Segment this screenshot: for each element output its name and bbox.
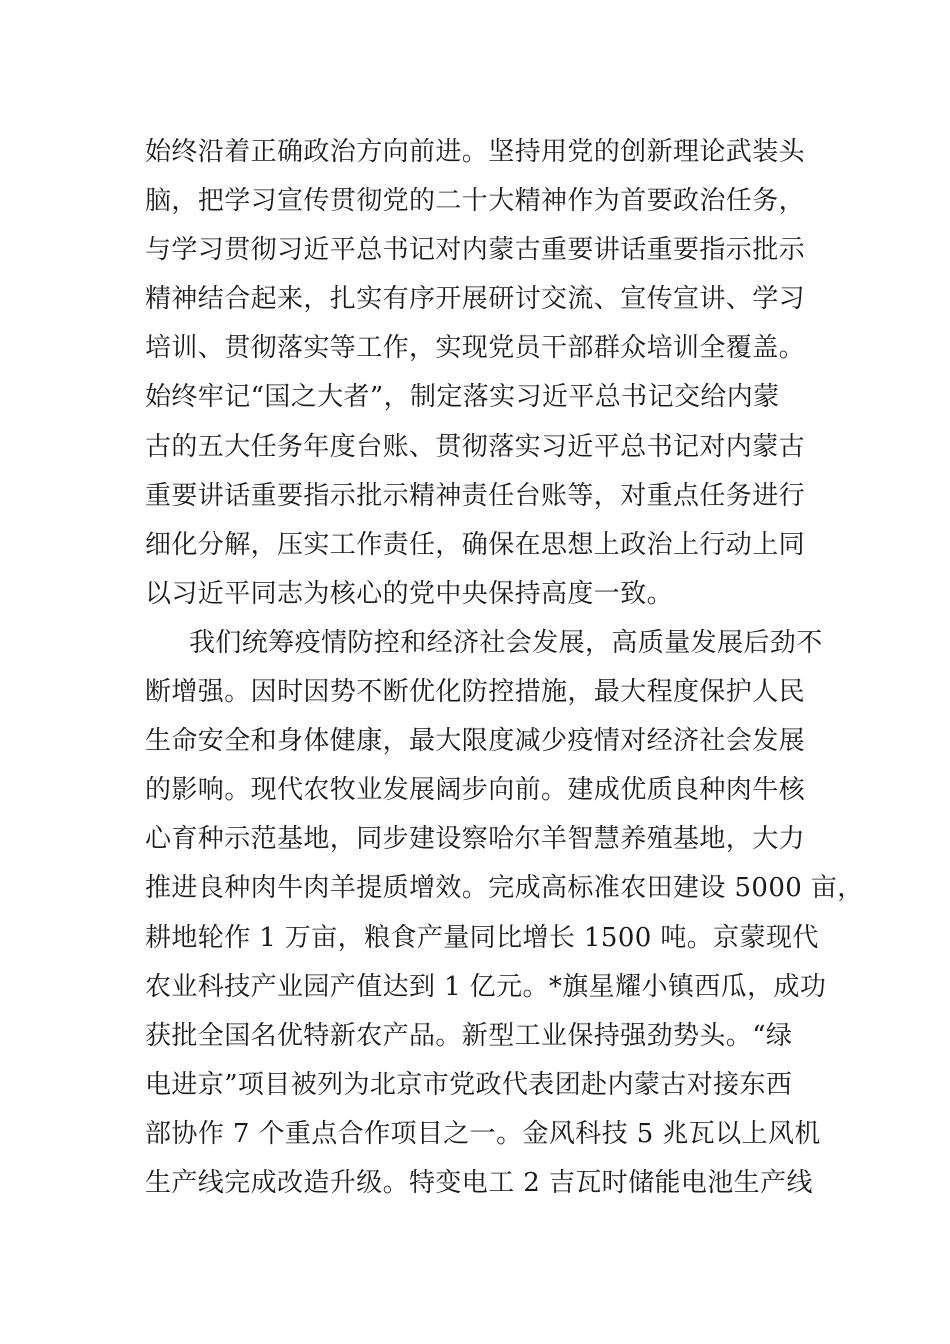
text-line: 生命安全和身体健康，最大限度减少疫情对经济社会发展 <box>145 726 806 757</box>
text-line: 始终沿着正确政治方向前进。坚持用党的创新理论武装头 <box>145 137 806 167</box>
text-line: 生产线完成改造升级。特变电工 2 吉瓦时储能电池生产线 <box>145 1167 813 1198</box>
paragraph-1 <box>145 128 825 619</box>
text-line: 细化分解，压实工作责任，确保在思想上政治上行动上同 <box>145 529 806 560</box>
text-line: 与学习贯彻习近平总书记对内蒙古重要讲话重要指示批示 <box>145 235 806 266</box>
text-line: 古的五大任务年度台账、贯彻落实习近平总书记对内蒙古 <box>145 431 806 462</box>
text-line: 心育种示范基地，同步建设察哈尔羊智慧养殖基地，大力 <box>145 824 806 855</box>
text-line: 农业科技产业园产值达到 1 亿元。*旗星耀小镇西瓜，成功 <box>145 971 827 1002</box>
text-line: 精神结合起来，扎实有序开展研讨交流、宣传宣讲、学习 <box>145 284 806 315</box>
text-line: 我们统筹疫情防控和经济社会发展，高质量发展后劲不 <box>189 627 823 658</box>
text-line: 耕地轮作 1 万亩，粮食产量同比增长 1500 吨。京蒙现代 <box>145 922 819 953</box>
text-line: 部协作 7 个重点合作项目之一。金风科技 5 兆瓦以上风机 <box>145 1118 821 1149</box>
text-line: 推进良种肉牛肉羊提质增效。完成高标准农田建设 5000 亩， <box>145 873 864 904</box>
text-line: 获批全国名优特新农产品。新型工业保持强劲势头。“绿 <box>145 1020 793 1051</box>
text-line: 的影响。现代农牧业发展阔步向前。建成优质良种肉牛核 <box>145 775 806 806</box>
text-line: 脑，把学习宣传贯彻党的二十大精神作为首要政治任务， <box>145 186 806 217</box>
text-line: 电进京”项目被列为北京市党政代表团赴内蒙古对接东西 <box>145 1069 793 1100</box>
text-line: 始终牢记“国之大者”，制定落实习近平总书记交给内蒙 <box>145 382 780 413</box>
paragraph-2 <box>145 619 864 1208</box>
text-line: 重要讲话重要指示批示精神责任台账等，对重点任务进行 <box>145 480 806 511</box>
body-text <box>145 128 864 1208</box>
text-line: 以习近平同志为核心的党中央保持高度一致。 <box>145 578 674 609</box>
text-line: 断增强。因时因势不断优化防控措施，最大程度保护人民 <box>145 677 806 708</box>
text-line: 培训、贯彻落实等工作，实现党员干部群众培训全覆盖。 <box>145 333 806 364</box>
